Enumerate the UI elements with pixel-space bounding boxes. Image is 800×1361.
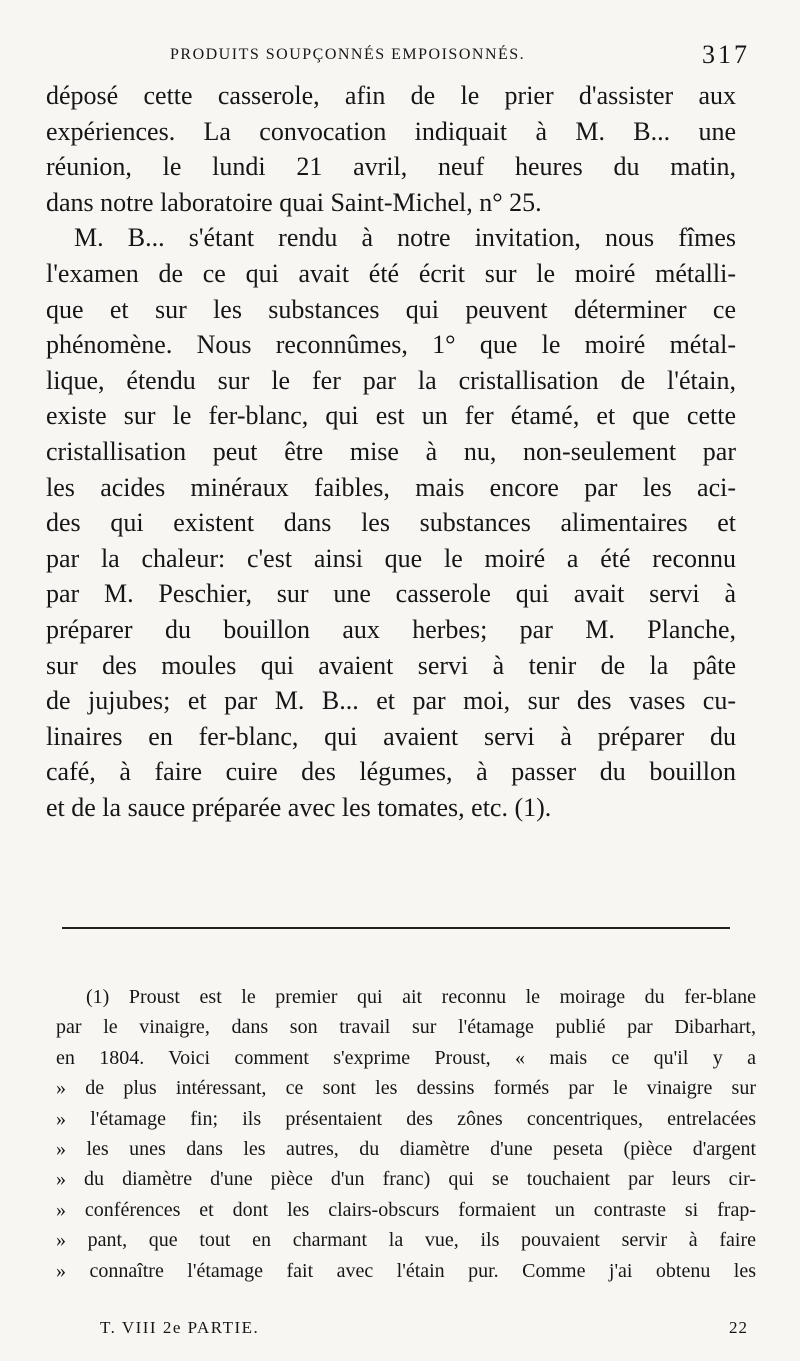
running-title: PRODUITS SOUPÇONNÉS EMPOISONNÉS. — [170, 46, 526, 63]
page-number: 317 — [702, 40, 750, 69]
footnote-line: » l'étamage fin; ils présentaient des zônes concentriques, entrelacées — [56, 1107, 756, 1130]
footnote-line: » du diamètre d'une pièce d'un franc) qui se touchaient par leurs cir- — [56, 1168, 756, 1191]
signature-line — [100, 1318, 748, 1344]
body-line: réunion, le lundi 21 avril, neuf heures du matin, — [46, 152, 736, 182]
body-line: cristallisation peut être mise à nu, non-seulement par — [46, 436, 736, 466]
footnote-line: en 1804. Voici comment s'exprime Proust, « mais ce qu'il y a — [56, 1046, 756, 1069]
footnote-line: par le vinaigre, dans son travail sur l'étamage publié par Dibarhart, — [56, 1016, 756, 1039]
running-header — [46, 40, 754, 80]
body-line: par M. Peschier, sur une casserole qui avait servi à — [46, 579, 736, 609]
body-line: lique, étendu sur le fer par la cristallisation de l'étain, — [46, 365, 736, 395]
sheet-number: 22 — [729, 1318, 748, 1337]
body-line: l'examen de ce qui avait été écrit sur le moiré métalli- — [46, 258, 736, 288]
body-line: linaires en fer-blanc, qui avaient servi à préparer du — [46, 721, 736, 751]
body-line: existe sur le fer-blanc, qui est un fer étamé, et que cette — [46, 401, 736, 431]
body-line: que et sur les substances qui peuvent déterminer ce — [46, 294, 736, 324]
footnote-line: (1) Proust est le premier qui ait reconnu le moirage du fer-blane — [86, 986, 756, 1008]
footnote-line: » les unes dans les autres, du diamètre d'une peseta (pièce d'argent — [56, 1137, 756, 1160]
footnote-line: » de plus intéressant, ce sont les dessins formés par le vinaigre sur — [56, 1077, 756, 1100]
body-line: préparer du bouillon aux herbes; par M. Planche, — [46, 614, 736, 644]
volume-signature: T. VIII 2e PARTIE. — [100, 1318, 260, 1337]
body-line: café, à faire cuire des légumes, à passer du bouillon — [46, 757, 736, 787]
footnote-rule — [62, 927, 730, 929]
body-line: dans notre laboratoire quai Saint-Michel, n° 25. — [46, 187, 542, 217]
body-line: des qui existent dans les substances alimentaires et — [46, 508, 736, 538]
body-line: et de la sauce préparée avec les tomates, etc. (1). — [46, 792, 552, 822]
body-line: déposé cette casserole, afin de le prier d'assister aux — [46, 81, 736, 110]
footnote-line: » conférences et dont les clairs-obscurs formaient un contraste si frap- — [56, 1198, 756, 1221]
body-line: par la chaleur: c'est ainsi que le moiré a été reconnu — [46, 543, 736, 573]
body-line: M. B... s'étant rendu à notre invitation, nous fîmes — [74, 223, 736, 253]
body-line: les acides minéraux faibles, mais encore par les aci- — [46, 472, 736, 502]
footnote-line: » connaître l'étamage fait avec l'étain pur. Comme j'ai obtenu les — [56, 1259, 756, 1282]
body-line: de jujubes; et par M. B... et par moi, sur des vases cu- — [46, 686, 736, 716]
body-line: expériences. La convocation indiquait à M. B... une — [46, 116, 736, 146]
footnote-line: » pant, que tout en charmant la vue, ils pouvaient servir à faire — [56, 1229, 756, 1252]
body-line: sur des moules qui avaient servi à tenir de la pâte — [46, 650, 736, 680]
body-line: phénomène. Nous reconnûmes, 1° que le moiré métal- — [46, 330, 736, 360]
footnote — [56, 982, 756, 1286]
body-text — [46, 78, 736, 825]
